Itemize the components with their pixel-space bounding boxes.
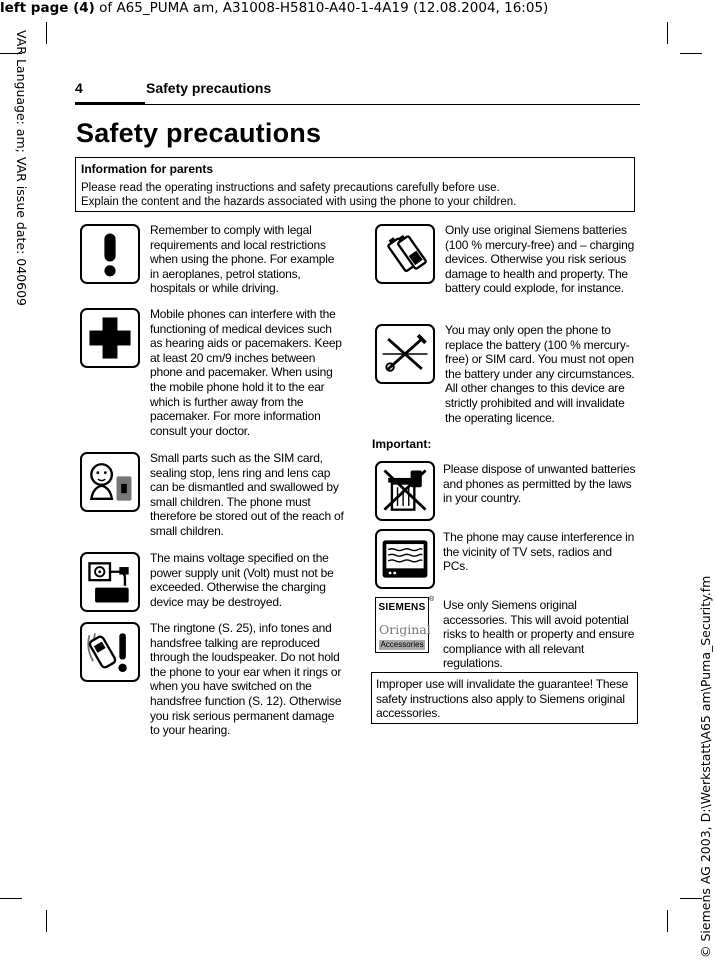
crop-mark (0, 898, 22, 899)
parents-line-1: Please read the operating instructions and safety precautions carefully before use. (81, 182, 500, 194)
side-text-left-wrap (0, 30, 29, 360)
parents-line-2: Explain the content and the hazards associated with using the phone to your children. (81, 196, 517, 208)
open-phone-text: You may only open the phone to replace the battery (100 % mercury-free) or SIM card. You must not open the battery under any circumstances. All other changes to this device are strictly prohibited and will invalidate the operating licence. (445, 323, 635, 425)
crop-mark (680, 53, 702, 54)
medical-devices-text: Mobile phones can interfere with the functioning of medical devices such as hearing aids or pacemakers. Keep at least 20 cm/9 inches between phone and pacemaker. When using the mobile phone hold it to the ear which is further away from the pacemaker. For more information consult your doctor. (150, 307, 342, 438)
crop-mark (46, 910, 47, 932)
crop-mark (667, 22, 668, 44)
guarantee-warning-text: Improper use will invalidate the guarantee! These safety instructions also apply to Siemens original accessories. (376, 677, 629, 721)
power-supply-icon (80, 552, 140, 612)
original-accessories-text: Use only Siemens original accessories. This will avoid potential risks to health or property and ensure compliance with all relevant regulations. (443, 598, 635, 671)
logo-sub: Accessories (380, 640, 424, 649)
interference-text: The phone may cause interference in the vicinity of TV sets, radios and PCs. (443, 530, 635, 574)
guarantee-warning-box (371, 672, 638, 724)
header-rule-thick (75, 102, 145, 105)
logo-brand: SIEMENS (378, 602, 426, 613)
side-text-right: © Siemens AG 2003, D:\Werkstatt\A65 am\Puma_Security.fm (698, 575, 713, 958)
registered-mark: ® (429, 596, 435, 603)
header-page-ref: left page (4) (0, 0, 95, 16)
ringing-phone-warning-icon (80, 622, 140, 682)
page-title: Safety precautions (76, 118, 322, 148)
crossed-bin-icon (375, 461, 435, 521)
mains-voltage-text: The mains voltage specified on the power supply unit (Volt) must not be exceeded. Otherwise the charging device may be destroyed. (150, 551, 334, 609)
tv-interference-icon (375, 529, 435, 589)
page-number: 4 (75, 80, 83, 96)
logo-word: Original (379, 622, 431, 637)
no-tools-icon (375, 324, 435, 384)
ringtone-text: The ringtone (S. 25), info tones and handsfree talking are reproduced through the loudspeaker. Do not hold the phone to your ear when it rings or when you have switched on the handsfree function (S. 12). Otherwise you risk serious permanent damage to your hearing. (150, 621, 342, 738)
important-label: Important: (372, 437, 432, 451)
header-rule (145, 104, 640, 105)
crop-mark (667, 910, 668, 932)
parents-info-box (75, 157, 635, 212)
side-text-left: VAR Language: am; VAR issue date: 040609 (14, 30, 29, 306)
header-doc-info: of A65_PUMA am, A31008-H5810-A40-1-4A19 (12.08.2004, 16:05) (94, 0, 549, 16)
medical-cross-icon (80, 308, 140, 368)
small-parts-text: Small parts such as the SIM card, sealing stop, lens ring and lens cap can be dismantled and swallowed by small children. The phone must therefore be stored out of the reach of small children. (150, 451, 344, 538)
siemens-original-logo (375, 597, 429, 653)
batteries-icon (375, 224, 435, 284)
section-title: Safety precautions (146, 80, 272, 96)
dispose-text: Please dispose of unwanted batteries and phones as permitted by the laws in your country. (443, 462, 636, 506)
crop-mark (46, 22, 47, 44)
original-batteries-text: Only use original Siemens batteries (100 % mercury-free) and – charging devices. Otherwise you risk serious damage to health and property. The battery could explode, for instance. (445, 223, 635, 296)
parents-heading: Information for parents (81, 162, 214, 176)
print-header (0, 0, 548, 16)
legal-requirements-text: Remember to comply with legal requirements and local restrictions when using the phone. For example in aeroplanes, petrol stations, hospitals or while driving. (150, 223, 335, 296)
child-sim-card-icon (80, 452, 140, 512)
exclamation-icon (80, 224, 140, 284)
